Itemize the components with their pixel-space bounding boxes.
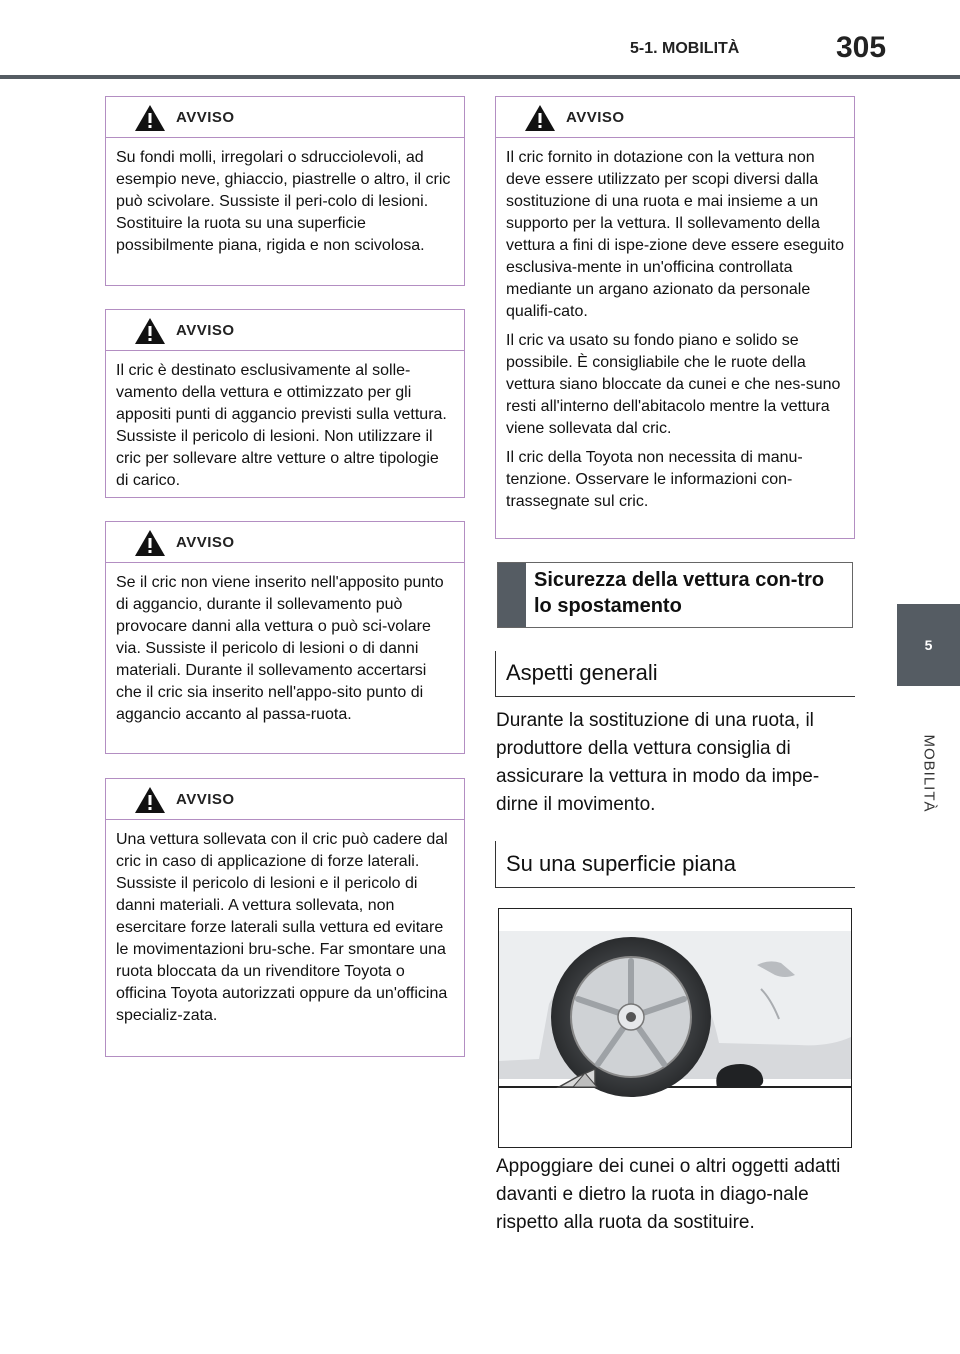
header-rule <box>0 75 960 79</box>
subheading-flat-surface <box>495 841 855 888</box>
warning-title: AVVISO <box>176 109 235 126</box>
warning-box-lateral-forces <box>105 778 465 1057</box>
warning-text: Il cric fornito in dotazione con la vettura non deve essere utilizzato per scopi diversi dalla sostituzione di una ruota e mai insieme a un supporto per la vettura. Il sollevamento della vettura a fini di ispe-zione deve essere eseguito esclusiva-mente in un'officina controllata mediante un argano azionato da personale qualifi-cato. <box>506 149 844 320</box>
warning-title: AVVISO <box>176 322 235 339</box>
warning-header <box>106 779 464 820</box>
section-heading-bar <box>498 563 526 627</box>
warning-body <box>106 138 464 257</box>
warning-text: Il cric è destinato esclusivamente al solle-vamento della vettura e ottimizzato per gli appositi punti di aggancio previsti sulla vettura. Sussiste il pericolo di lesioni. Non utilizzare il cric per sollevare altre vetture o altre tipologie di carico. <box>116 362 447 489</box>
chapter-tab-label-text: MOBILITÀ <box>920 733 938 813</box>
section-title: Sicurezza della vettura con-tro lo spostamento <box>534 569 825 617</box>
warning-body <box>106 351 464 492</box>
warning-text: Il cric va usato su fondo piano e solido se possibile. È consigliabile che le ruote della vettura siano bloccate da cunei e che nes-suno resti all'interno dell'abitacolo mentre la vettura viene sollevata dal cric. <box>506 332 841 437</box>
warning-triangle-icon <box>134 317 166 345</box>
page-number: 305 <box>836 31 887 64</box>
warning-box-jack-usage <box>495 96 855 539</box>
warning-body <box>106 820 464 1027</box>
chapter-tab-number: 5 <box>897 604 960 686</box>
warning-triangle-icon <box>134 786 166 814</box>
general-paragraph: Durante la sostituzione di una ruota, il produttore della vettura consiglia di assicurare la vettura in modo da impe-dirne il movimento. <box>496 710 820 815</box>
warning-header <box>106 522 464 563</box>
warning-title: AVVISO <box>176 791 235 808</box>
section-heading <box>497 562 853 628</box>
chapter-tab-label <box>897 686 960 860</box>
warning-box-jack-insertion <box>105 521 465 754</box>
wheel-chock-drawing <box>499 909 851 1147</box>
warning-body <box>496 138 854 513</box>
warning-header <box>106 97 464 138</box>
warning-body <box>106 563 464 726</box>
warning-header <box>496 97 854 138</box>
warning-header <box>106 310 464 351</box>
subheading-general <box>495 651 855 697</box>
warning-text: Su fondi molli, irregolari o sdrucciolevoli, ad esempio neve, ghiaccio, piastrelle o altro, il cric può scivolare. Sussiste il peri-colo di lesioni. Sostituire la ruota su una superficie possibilmente piana, rigida e non scivolosa. <box>116 149 451 254</box>
warning-box-jack-purpose <box>105 309 465 498</box>
warning-text: Il cric della Toyota non necessita di manu-tenzione. Osservare le informazioni con-trassegnate sul cric. <box>506 449 803 510</box>
figure-caption: Appoggiare dei cunei o altri oggetti adatti davanti e dietro la ruota in diago-nale rispetto alla ruota da sostituire. <box>496 1156 841 1233</box>
warning-title: AVVISO <box>176 534 235 551</box>
warning-triangle-icon <box>524 104 556 132</box>
warning-triangle-icon <box>134 529 166 557</box>
running-header-section: 5-1. MOBILITÀ <box>630 40 740 57</box>
warning-triangle-icon <box>134 104 166 132</box>
warning-text: Una vettura sollevata con il cric può cadere dal cric in caso di applicazione di forze laterali. Sussiste il pericolo di lesioni e il pericolo di danni materiali. A vettura sollevata, non esercitare forze laterali sulla vettura ed evitare le movimentazioni bru-sche. Far smontare una ruota bloccata da un rivenditore Toyota o officina Toyota autorizzati oppure da un'officina specializ-zata. <box>116 831 448 1024</box>
wheel-chock-illustration <box>498 908 852 1148</box>
subheading-title: Aspetti generali <box>506 660 658 685</box>
warning-title: AVVISO <box>566 109 625 126</box>
warning-text: Se il cric non viene inserito nell'apposito punto di aggancio, durante il sollevamento può provocare danni alla vettura o può sci-volare via. Sussiste il pericolo di lesioni o di danni materiali. Durante il sollevamento accertarsi che il cric sia inserito nell'appo-sito punto di aggancio accanto al passa-ruota. <box>116 574 444 723</box>
subheading-title: Su una superficie piana <box>506 851 736 876</box>
warning-box-slippery-ground <box>105 96 465 286</box>
